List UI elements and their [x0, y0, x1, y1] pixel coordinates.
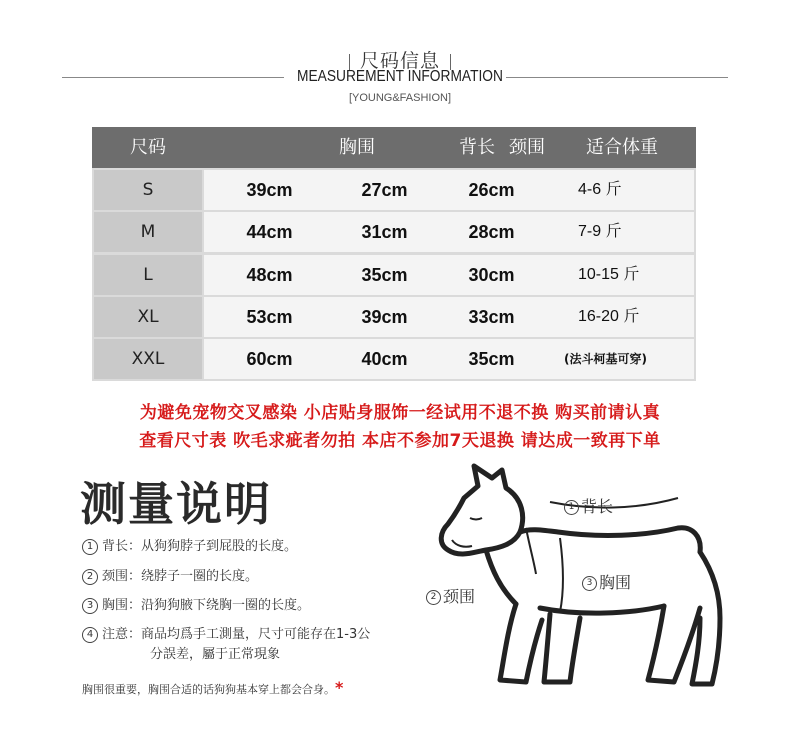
cell-back: 31cm — [361, 222, 408, 242]
number-circle: 4 — [82, 627, 98, 643]
number-circle: 1 — [564, 500, 579, 515]
cell-neck: 30cm — [468, 265, 515, 285]
cell-size: S — [94, 170, 202, 210]
item-label: 注意： — [102, 627, 142, 642]
header-neck: 颈围 — [509, 137, 545, 158]
number-circle: 2 — [82, 569, 98, 585]
measure-item — [82, 537, 297, 557]
number-circle: 3 — [582, 576, 597, 591]
table-row — [92, 170, 696, 210]
cell-weight: 10-15 斤 — [578, 266, 640, 283]
table-row — [92, 339, 696, 379]
title-en: MEASUREMENT INFORMATION — [297, 68, 503, 85]
table-row — [92, 297, 696, 337]
item-desc-cont: 分誤差，屬于正常現象 — [150, 647, 281, 662]
header-weight: 适合体重 — [586, 137, 658, 158]
cell-neck: 26cm — [468, 180, 515, 200]
cell-weight: 7-9 斤 — [578, 223, 622, 240]
diagram-label-neck — [426, 584, 475, 607]
cell-size: L — [94, 255, 202, 295]
header-chest: 胸围 — [339, 137, 375, 158]
tagline: [YOUNG&FASHION] — [348, 92, 452, 104]
warning-line-1: 为避免宠物交叉感染 小店贴身服饰一经试用不退不换 购买前请认真 — [139, 403, 661, 423]
cell-back: 40cm — [361, 349, 408, 369]
dog-diagram — [430, 458, 730, 698]
item-desc: 沿狗狗腋下绕胸一圈的长度。 — [141, 598, 311, 613]
item-label: 背长： — [102, 539, 142, 554]
cell-weight: (法斗柯基可穿) — [564, 352, 647, 366]
diagram-label-chest — [582, 570, 631, 593]
item-label: 胸围： — [102, 598, 142, 613]
diagram-label-text: 胸围 — [599, 573, 632, 592]
title-cn: 尺码信息 — [359, 50, 440, 72]
number-circle: 2 — [426, 590, 441, 605]
cell-weight: 4-6 斤 — [578, 181, 622, 198]
measure-item — [82, 567, 258, 587]
cell-size: M — [94, 212, 202, 252]
item-desc: 商品均爲手工測量，尺寸可能存在1-3公 — [141, 627, 371, 642]
cell-chest: 48cm — [246, 265, 293, 285]
asterisk-icon: * — [335, 678, 344, 697]
measure-title: 测量说明 — [80, 477, 272, 531]
cell-back: 35cm — [361, 265, 408, 285]
cell-neck: 35cm — [468, 349, 515, 369]
number-circle: 3 — [82, 598, 98, 614]
table-row — [92, 212, 696, 252]
cell-size: XXL — [94, 339, 202, 379]
header-size: 尺码 — [130, 137, 166, 158]
size-table — [92, 127, 696, 381]
header-back: 背长 — [459, 137, 495, 158]
warning-line-2: 查看尺寸表 吹毛求疵者勿拍 本店不参加7天退换 请达成一致再下单 — [139, 431, 661, 451]
footnote-text: 胸围很重要，胸围合适的话狗狗基本穿上都会合身。 — [82, 683, 335, 696]
cell-neck: 33cm — [468, 307, 515, 327]
cell-chest: 44cm — [246, 222, 293, 242]
table-row — [92, 255, 696, 295]
item-desc: 绕脖子一圈的长度。 — [141, 569, 259, 584]
cell-chest: 53cm — [246, 307, 293, 327]
measure-item — [82, 596, 310, 616]
item-desc: 从狗狗脖子到屁股的长度。 — [141, 539, 298, 554]
cell-chest: 39cm — [246, 180, 293, 200]
diagram-label-text: 背长 — [581, 497, 614, 516]
cell-back: 39cm — [361, 307, 408, 327]
cell-chest: 60cm — [246, 349, 293, 369]
number-circle: 1 — [82, 539, 98, 555]
footnote — [82, 678, 343, 697]
measure-item — [82, 625, 370, 665]
cell-back: 27cm — [361, 180, 408, 200]
table-header — [92, 127, 696, 168]
diagram-label-back — [564, 494, 613, 517]
diagram-label-text: 颈围 — [443, 587, 476, 606]
cell-weight: 16-20 斤 — [578, 308, 640, 325]
item-label: 颈围： — [102, 569, 142, 584]
cell-neck: 28cm — [468, 222, 515, 242]
cell-size: XL — [94, 297, 202, 337]
